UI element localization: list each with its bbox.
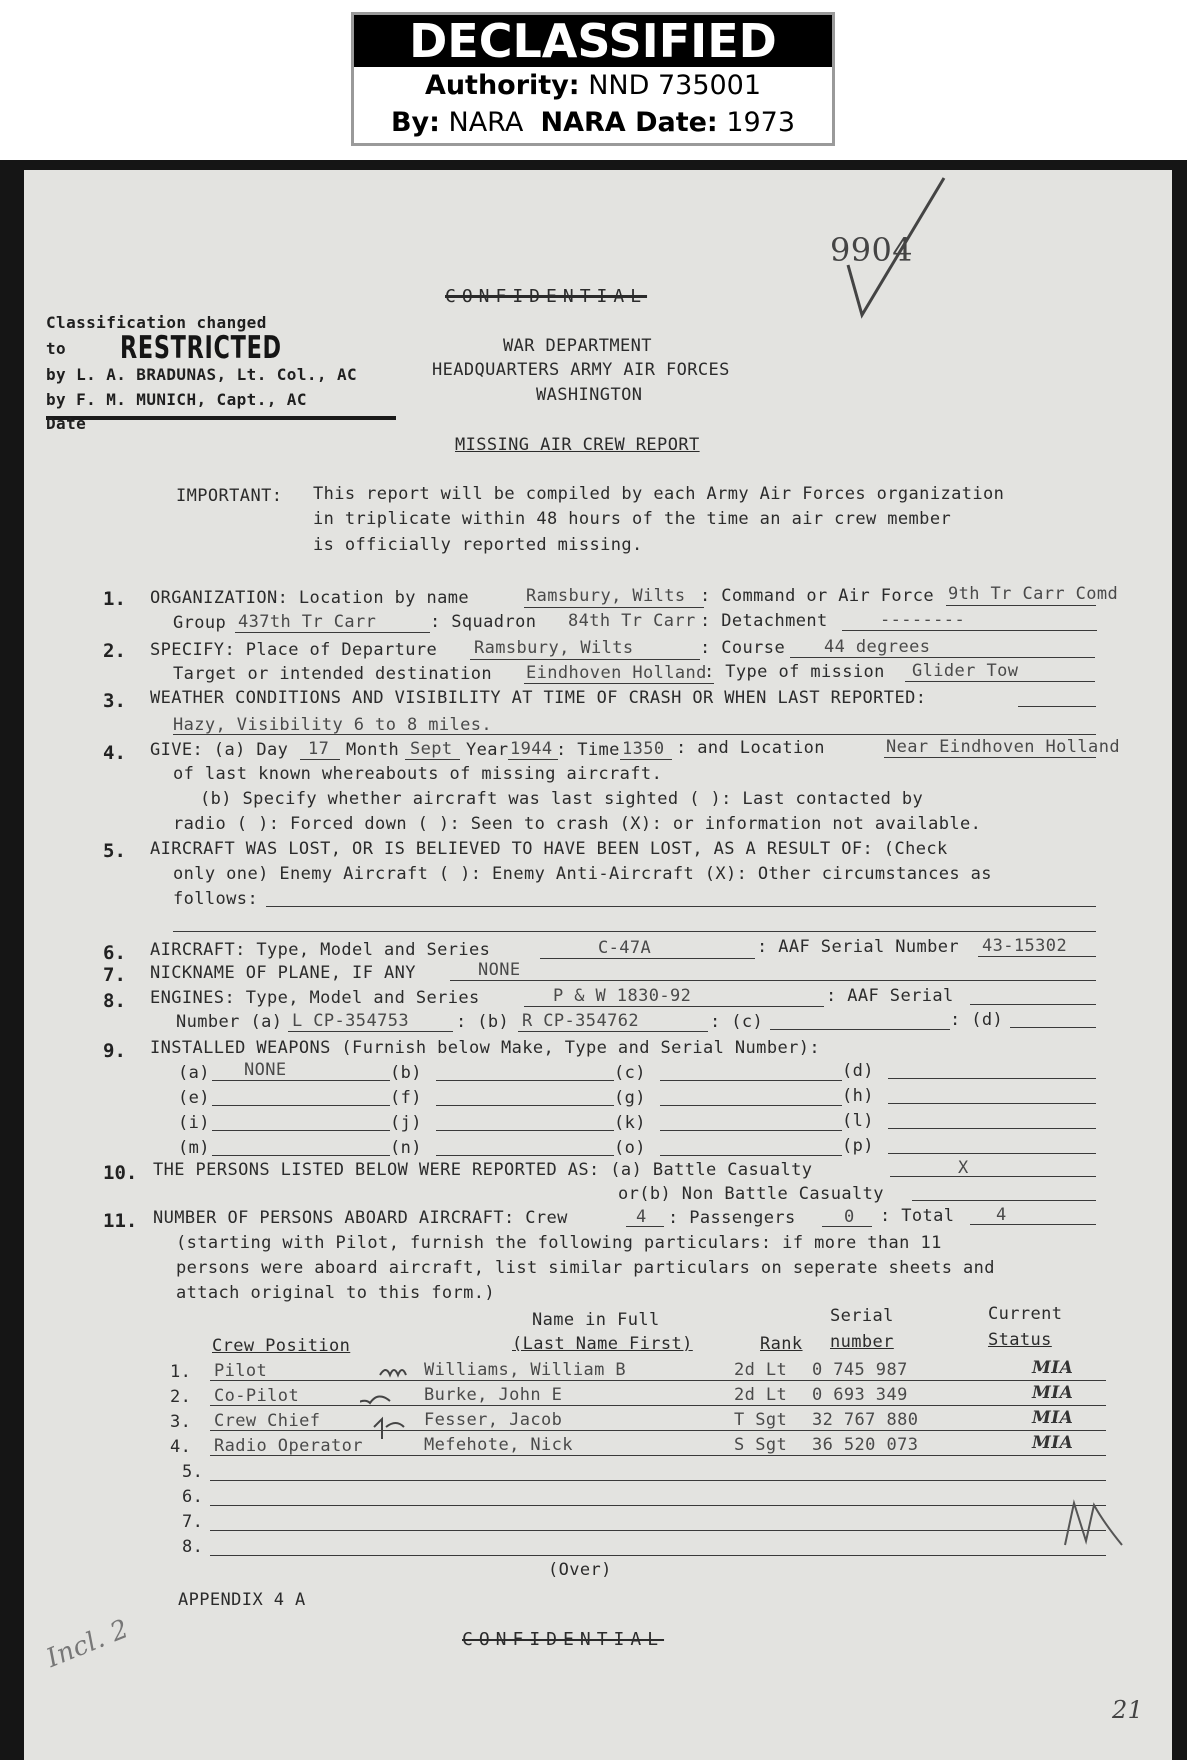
stamp-title: DECLASSIFIED bbox=[354, 15, 832, 67]
class-change-line3: by L. A. BRADUNAS, Lt. Col., AC bbox=[46, 365, 358, 384]
nickname-label: NICKNAME OF PLANE, IF ANY bbox=[150, 963, 416, 983]
check-mark-icon bbox=[840, 170, 950, 320]
passengers-label: : Passengers bbox=[668, 1208, 796, 1228]
day-label: GIVE: (a) Day bbox=[150, 740, 289, 760]
crew-serial: 36 520 073 bbox=[812, 1435, 919, 1455]
total-label: : Total bbox=[880, 1206, 955, 1226]
org-detachment-value: -------- bbox=[880, 610, 966, 630]
engine-a-value: L CP-354753 bbox=[292, 1011, 409, 1031]
margin-note: Incl. 2 bbox=[42, 1613, 134, 1674]
year-label: Year bbox=[466, 740, 509, 760]
weapon-letter: (f) bbox=[390, 1088, 422, 1108]
crew-position: Co-Pilot bbox=[214, 1386, 300, 1406]
header-city: WASHINGTON bbox=[536, 385, 643, 405]
month-value: Sept bbox=[410, 739, 453, 759]
time-label: : Time bbox=[556, 740, 620, 760]
class-change-line2-prefix: to bbox=[46, 339, 67, 358]
header-serial-line2: number bbox=[830, 1332, 894, 1352]
org-group-value: 437th Tr Carr bbox=[238, 612, 377, 632]
persons-line4: attach original to this form.) bbox=[176, 1283, 496, 1303]
class-change-line1: Classification changed bbox=[46, 313, 267, 332]
header-position: Crew Position bbox=[212, 1336, 351, 1356]
mission-label: : Type of mission bbox=[704, 662, 885, 682]
location-value: Near Eindhoven Holland bbox=[886, 737, 1120, 757]
weather-value: Hazy, Visibility 6 to 8 miles. bbox=[173, 715, 493, 735]
org-location-label: ORGANIZATION: Location by name bbox=[150, 588, 470, 608]
weather-label: WEATHER CONDITIONS AND VISIBILITY AT TIME OF CRASH OR WHEN LAST REPORTED: bbox=[150, 688, 927, 708]
weapon-letter: (i) bbox=[178, 1113, 210, 1133]
crew-name: Mefehote, Nick bbox=[424, 1435, 573, 1455]
crew-name: Fesser, Jacob bbox=[424, 1410, 563, 1430]
engine-type-value: P & W 1830-92 bbox=[553, 986, 692, 1006]
initials-signature-icon bbox=[360, 1355, 450, 1465]
weapon-letter: (j) bbox=[390, 1113, 422, 1133]
weapon-letter: (d) bbox=[842, 1061, 874, 1081]
crew-serial: 0 745 987 bbox=[812, 1360, 908, 1380]
departure-value: Ramsbury, Wilts bbox=[474, 638, 634, 658]
declassified-stamp bbox=[351, 12, 835, 146]
persons-line2: (starting with Pilot, furnish the following particulars: if more than 11 bbox=[176, 1233, 942, 1253]
total-count: 4 bbox=[996, 1205, 1007, 1225]
crew-status: MIA bbox=[1032, 1408, 1074, 1428]
target-label: Target or intended destination bbox=[173, 664, 493, 684]
stamp-by: By: NARA NARA Date: 1973 bbox=[390, 107, 796, 138]
engine-b-label: : (b) bbox=[456, 1012, 510, 1032]
org-squadron-value: 84th Tr Carr bbox=[568, 611, 696, 631]
crew-status: MIA bbox=[1032, 1358, 1074, 1378]
header-status-line2: Status bbox=[988, 1330, 1052, 1350]
class-change-line5: Date bbox=[46, 414, 87, 433]
appendix-text: APPENDIX 4 A bbox=[178, 1590, 306, 1610]
weapons-label: INSTALLED WEAPONS (Furnish below Make, Type and Serial Number): bbox=[150, 1038, 820, 1058]
header-name-line1: Name in Full bbox=[532, 1310, 660, 1330]
engine-serial-label: : AAF Serial bbox=[826, 986, 954, 1006]
important-line3: is officially reported missing. bbox=[313, 535, 643, 555]
crew-rank: 2d Lt bbox=[734, 1385, 788, 1405]
passengers-count: 0 bbox=[844, 1207, 855, 1227]
section-3-number: 3. bbox=[103, 690, 126, 712]
target-value: Eindhoven Holland bbox=[526, 663, 707, 683]
lost-cause-line3: follows: bbox=[173, 889, 259, 909]
crew-name: Burke, John E bbox=[424, 1385, 563, 1405]
weapon-letter: (o) bbox=[614, 1138, 646, 1158]
crew-status: MIA bbox=[1032, 1433, 1074, 1453]
section-1-number: 1. bbox=[103, 588, 126, 610]
report-title: MISSING AIR CREW REPORT bbox=[455, 435, 700, 455]
engine-b-value: R CP-354762 bbox=[522, 1011, 639, 1031]
aircraft-type-value: C-47A bbox=[598, 938, 652, 958]
section-9-number: 9. bbox=[103, 1040, 126, 1062]
header-name-line2: (Last Name First) bbox=[512, 1334, 693, 1354]
crew-position: Radio Operator bbox=[214, 1436, 363, 1456]
org-command-label: : Command or Air Force bbox=[700, 586, 934, 606]
engine-type-label: ENGINES: Type, Model and Series bbox=[150, 988, 480, 1008]
document-number: 9904 bbox=[830, 231, 914, 269]
weapon-letter: (c) bbox=[614, 1063, 646, 1083]
persons-line3: persons were aboard aircraft, list similar particulars on seperate sheets and bbox=[176, 1258, 995, 1278]
course-value: 44 degrees bbox=[824, 637, 931, 657]
weapon-letter: (n) bbox=[390, 1138, 422, 1158]
weapon-letter: (p) bbox=[842, 1136, 874, 1156]
year-value: 1944 bbox=[510, 739, 553, 759]
crew-status: MIA bbox=[1032, 1383, 1074, 1403]
org-location-value: Ramsbury, Wilts bbox=[526, 586, 686, 606]
crew-rank: 2d Lt bbox=[734, 1360, 788, 1380]
day-value: 17 bbox=[308, 739, 330, 759]
weapon-letter: (m) bbox=[178, 1138, 210, 1158]
crew-rank: S Sgt bbox=[734, 1435, 788, 1455]
sighted-text: (b) Specify whether aircraft was last sighted ( ): Last contacted by bbox=[200, 789, 924, 809]
engine-c-label: : (c) bbox=[710, 1012, 764, 1032]
section-4-number: 4. bbox=[103, 742, 126, 764]
important-line1: This report will be compiled by each Army Air Forces organization bbox=[313, 484, 1005, 504]
crew-rank: T Sgt bbox=[734, 1410, 788, 1430]
section-5-number: 5. bbox=[103, 840, 126, 862]
initials-mark-icon bbox=[1060, 1495, 1130, 1555]
weapon-a-value: NONE bbox=[244, 1060, 287, 1080]
important-label: IMPORTANT: bbox=[176, 486, 283, 506]
header-status-line1: Current bbox=[988, 1304, 1063, 1324]
battle-casualty-value: X bbox=[958, 1158, 969, 1178]
section-2-number: 2. bbox=[103, 640, 126, 662]
crew-name: Williams, William B bbox=[424, 1360, 627, 1380]
weapon-letter: (b) bbox=[390, 1063, 422, 1083]
whereabouts-text: of last known whereabouts of missing aircraft. bbox=[173, 764, 663, 784]
header-serial-line1: Serial bbox=[830, 1306, 894, 1326]
time-value: 1350 bbox=[622, 739, 665, 759]
weapon-letter: (g) bbox=[614, 1088, 646, 1108]
restricted-stamp: RESTRICTED bbox=[120, 330, 282, 366]
over-text: (Over) bbox=[548, 1560, 612, 1580]
weapon-letter: (l) bbox=[842, 1111, 874, 1131]
page-number: 21 bbox=[1112, 1696, 1144, 1724]
class-change-line4: by F. M. MUNICH, Capt., AC bbox=[46, 390, 307, 409]
classification-bottom: CONFIDENTIAL bbox=[462, 1629, 665, 1650]
weapon-letter: (a) bbox=[178, 1063, 210, 1083]
header-dept: WAR DEPARTMENT bbox=[503, 336, 652, 356]
month-label: Month bbox=[346, 740, 400, 760]
crew-count: 4 bbox=[636, 1207, 647, 1227]
section-7-number: 7. bbox=[103, 964, 126, 986]
location-label: : and Location bbox=[676, 738, 825, 758]
mission-value: Glider Tow bbox=[912, 661, 1019, 681]
weapon-letter: (h) bbox=[842, 1086, 874, 1106]
crew-serial: 32 767 880 bbox=[812, 1410, 919, 1430]
header-rank: Rank bbox=[760, 1334, 803, 1354]
section-8-number: 8. bbox=[103, 990, 126, 1012]
course-label: : Course bbox=[700, 638, 786, 658]
aircraft-serial-label: : AAF Serial Number bbox=[757, 937, 960, 957]
header-hq: HEADQUARTERS ARMY AIR FORCES bbox=[432, 360, 730, 380]
aircraft-serial-value: 43-15302 bbox=[982, 936, 1068, 956]
weapon-letter: (e) bbox=[178, 1088, 210, 1108]
crew-position: Pilot bbox=[214, 1361, 268, 1381]
stamp-authority: Authority: NND 735001 bbox=[424, 70, 762, 101]
engine-d-label: : (d) bbox=[950, 1010, 1004, 1030]
persons-label: NUMBER OF PERSONS ABOARD AIRCRAFT: Crew bbox=[153, 1208, 568, 1228]
crew-position: Crew Chief bbox=[214, 1411, 321, 1431]
nickname-value: NONE bbox=[478, 960, 521, 980]
casualty-line2: or(b) Non Battle Casualty bbox=[618, 1184, 884, 1204]
casualty-line1: THE PERSONS LISTED BELOW WERE REPORTED AS: (a) Battle Casualty bbox=[153, 1160, 813, 1180]
org-detachment-label: : Detachment bbox=[700, 611, 828, 631]
section-10-number: 10. bbox=[103, 1162, 138, 1184]
section-11-number: 11. bbox=[103, 1210, 138, 1232]
departure-label: SPECIFY: Place of Departure bbox=[150, 640, 438, 660]
crew-serial: 0 693 349 bbox=[812, 1385, 908, 1405]
org-squadron-label: : Squadron bbox=[430, 612, 537, 632]
classification-top: CONFIDENTIAL bbox=[445, 286, 648, 307]
org-command-value: 9th Tr Carr Comd bbox=[948, 584, 1119, 604]
engine-number-label: Number (a) bbox=[176, 1012, 283, 1032]
important-line2: in triplicate within 48 hours of the time an air crew member bbox=[313, 509, 952, 529]
org-group-label: Group bbox=[173, 613, 227, 633]
weapon-letter: (k) bbox=[614, 1113, 646, 1133]
crash-text: radio ( ): Forced down ( ): Seen to crash (X): or information not available. bbox=[173, 814, 982, 834]
aircraft-type-label: AIRCRAFT: Type, Model and Series bbox=[150, 940, 491, 960]
section-6-number: 6. bbox=[103, 942, 126, 964]
lost-cause-line1: AIRCRAFT WAS LOST, OR IS BELIEVED TO HAVE BEEN LOST, AS A RESULT OF: (Check bbox=[150, 839, 948, 859]
lost-cause-line2: only one) Enemy Aircraft ( ): Enemy Anti-Aircraft (X): Other circumstances as bbox=[173, 864, 992, 884]
